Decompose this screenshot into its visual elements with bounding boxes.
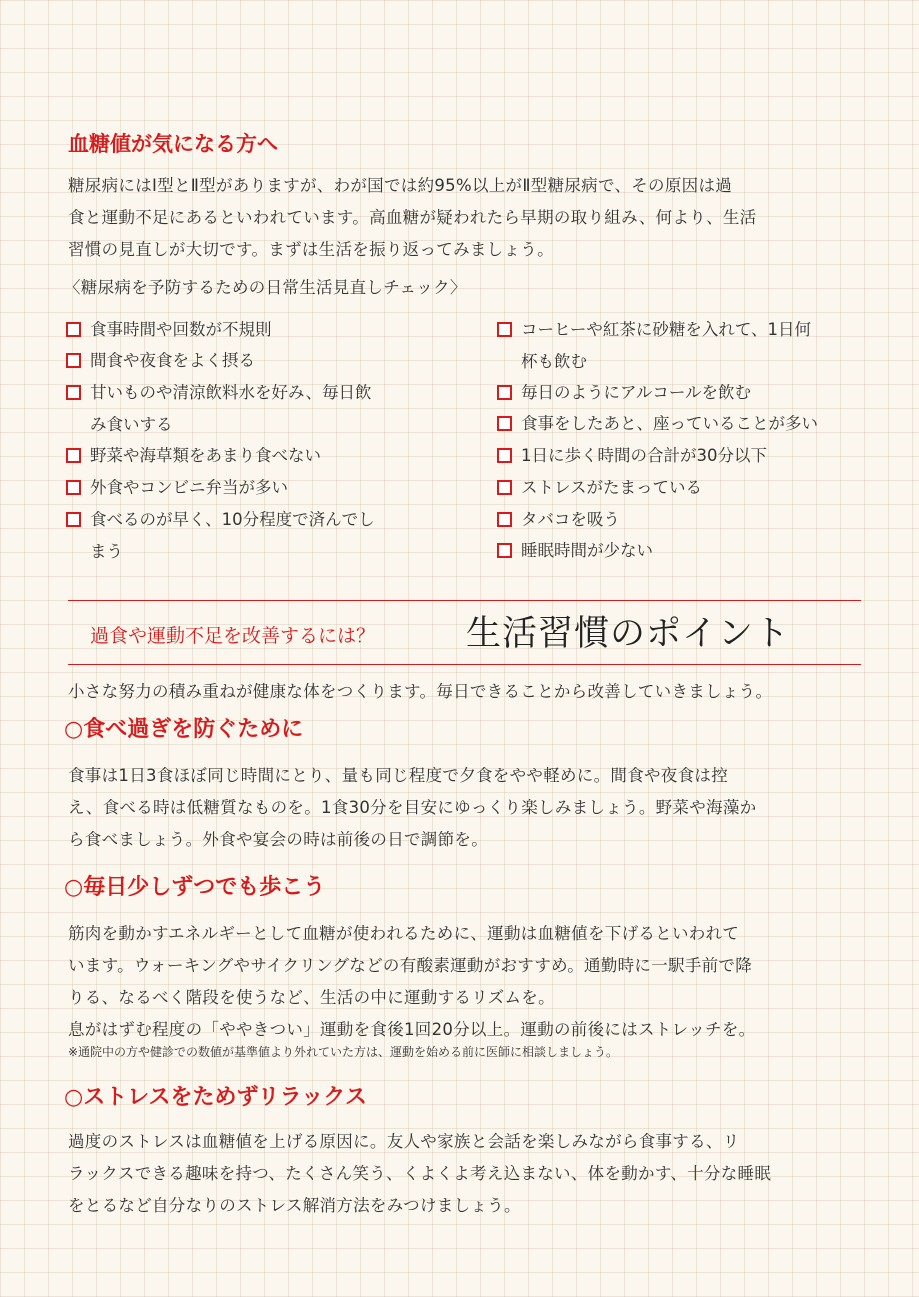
checkbox-icon[interactable] [66, 385, 81, 400]
checkbox-icon[interactable] [66, 448, 81, 463]
banner-top-rule [68, 600, 861, 601]
checkbox-icon[interactable] [497, 416, 512, 431]
checkbox-icon[interactable] [497, 385, 512, 400]
section-line: をとるなど自分なりのストレス解消方法をみつけましょう。 [68, 1196, 521, 1215]
checkbox-icon[interactable] [497, 480, 512, 495]
check-item-label: コーヒーや紅茶に砂糖を入れて、1日何 [521, 320, 812, 339]
check-item-label-cont: 杯も飲む [521, 352, 587, 371]
section-body-eating [68, 760, 756, 856]
check-item-label: 食べるのが早く、10分程度で済んでし [90, 510, 375, 529]
banner-subtitle: 過食や運動不足を改善するには？ [90, 625, 376, 647]
checkbox-icon[interactable] [66, 512, 81, 527]
check-item-label: 食事をしたあと、座っていることが多い [521, 414, 818, 433]
checkbox-icon[interactable] [497, 512, 512, 527]
section-note: ※通院中の方や健診での数値が基準値より外れていた方は、運動を始める前に医師に相談しましょう。 [68, 1045, 619, 1059]
check-item-label: タバコを吸う [521, 510, 620, 529]
section-heading-walking: ○毎日少しずつでも歩こう [64, 875, 326, 900]
intro-paragraph [68, 170, 868, 266]
section-line: ラックスできる趣味を持つ、たくさん笑う、くよくよ考え込まない、体を動かす、十分な睡眠 [68, 1164, 772, 1183]
intro-line: 食と運動不足にあるといわれています。高血糖が疑われたら早期の取り組み、何より、生活 [68, 208, 757, 227]
section-line: ら食べましょう。外食や宴会の時は前後の日で調節を。 [68, 830, 488, 849]
checklist-heading: 〈糖尿病を予防するための日常生活見直しチェック〉 [64, 278, 467, 297]
check-item-label: 外食やコンビニ弁当が多い [90, 478, 288, 497]
section-heading-eating: ○食べ過ぎを防ぐために [64, 717, 304, 742]
banner-bottom-rule [68, 664, 861, 665]
section-body-stress [68, 1126, 771, 1222]
check-item-label-cont: み食いする [90, 415, 173, 434]
check-item-label: 食事時間や回数が不規則 [90, 320, 272, 339]
check-item-label: 睡眠時間が少ない [521, 541, 653, 560]
intro-line: 糖尿病にはⅠ型とⅡ型がありますが、わが国では約95%以上がⅡ型糖尿病で、その原因は過 [68, 176, 733, 195]
checkbox-icon[interactable] [497, 448, 512, 463]
check-item-label: 野菜や海草類をあまり食べない [90, 446, 321, 465]
check-item-label-cont: まう [90, 542, 123, 561]
checkbox-icon[interactable] [497, 322, 512, 337]
intro-line: 習慣の見直しが大切です。まずは生活を振り返ってみましょう。 [68, 240, 554, 259]
check-item-label: 甘いものや清涼飲料水を好み、毎日飲 [90, 383, 372, 402]
checkbox-icon[interactable] [66, 322, 81, 337]
check-item-label: 毎日のようにアルコールを飲む [521, 383, 752, 402]
check-item-label: 間食や夜食をよく摂る [90, 351, 255, 370]
banner-lead: 小さな努力の積み重ねが健康な体をつくります。毎日できることから改善していきましょう。 [68, 682, 773, 701]
section-heading-stress: ○ストレスをためずリラックス [64, 1085, 367, 1110]
section-body-walking [68, 918, 755, 1046]
checkbox-icon[interactable] [66, 480, 81, 495]
check-item-label: ストレスがたまっている [521, 478, 703, 497]
checkbox-icon[interactable] [497, 543, 512, 558]
section-line: え、食べる時は低糖質なものを。1食30分を目安にゆっくり楽しみましょう。野菜や海藻か [68, 798, 757, 817]
checkbox-icon[interactable] [66, 353, 81, 368]
banner-title: 生活習慣のポイント [466, 614, 791, 654]
section-line: います。ウォーキングやサイクリングなどの有酸素運動がおすすめ。通勤時に一駅手前で降 [68, 956, 753, 975]
section-line: 筋肉を動かすエネルギーとして血糖が使われるために、運動は血糖値を下げるといわれて [68, 924, 740, 943]
section-line: 息がはずむ程度の「ややきつい」運動を食後1回20分以上。運動の前後にはストレッチを。 [68, 1020, 756, 1039]
intro-title: 血糖値が気になる方へ [68, 132, 278, 156]
section-line: 食事は1日3食ほぼ同じ時間にとり、量も同じ程度で夕食をやや軽めに。間食や夜食は控 [68, 766, 728, 785]
check-item-label: 1日に歩く時間の合計が30分以下 [521, 446, 767, 465]
section-line: りる、なるべく階段を使うなど、生活の中に運動するリズムを。 [68, 988, 555, 1007]
section-line: 過度のストレスは血糖値を上げる原因に。友人や家族と会話を楽しみながら食事する、リ [68, 1132, 740, 1151]
